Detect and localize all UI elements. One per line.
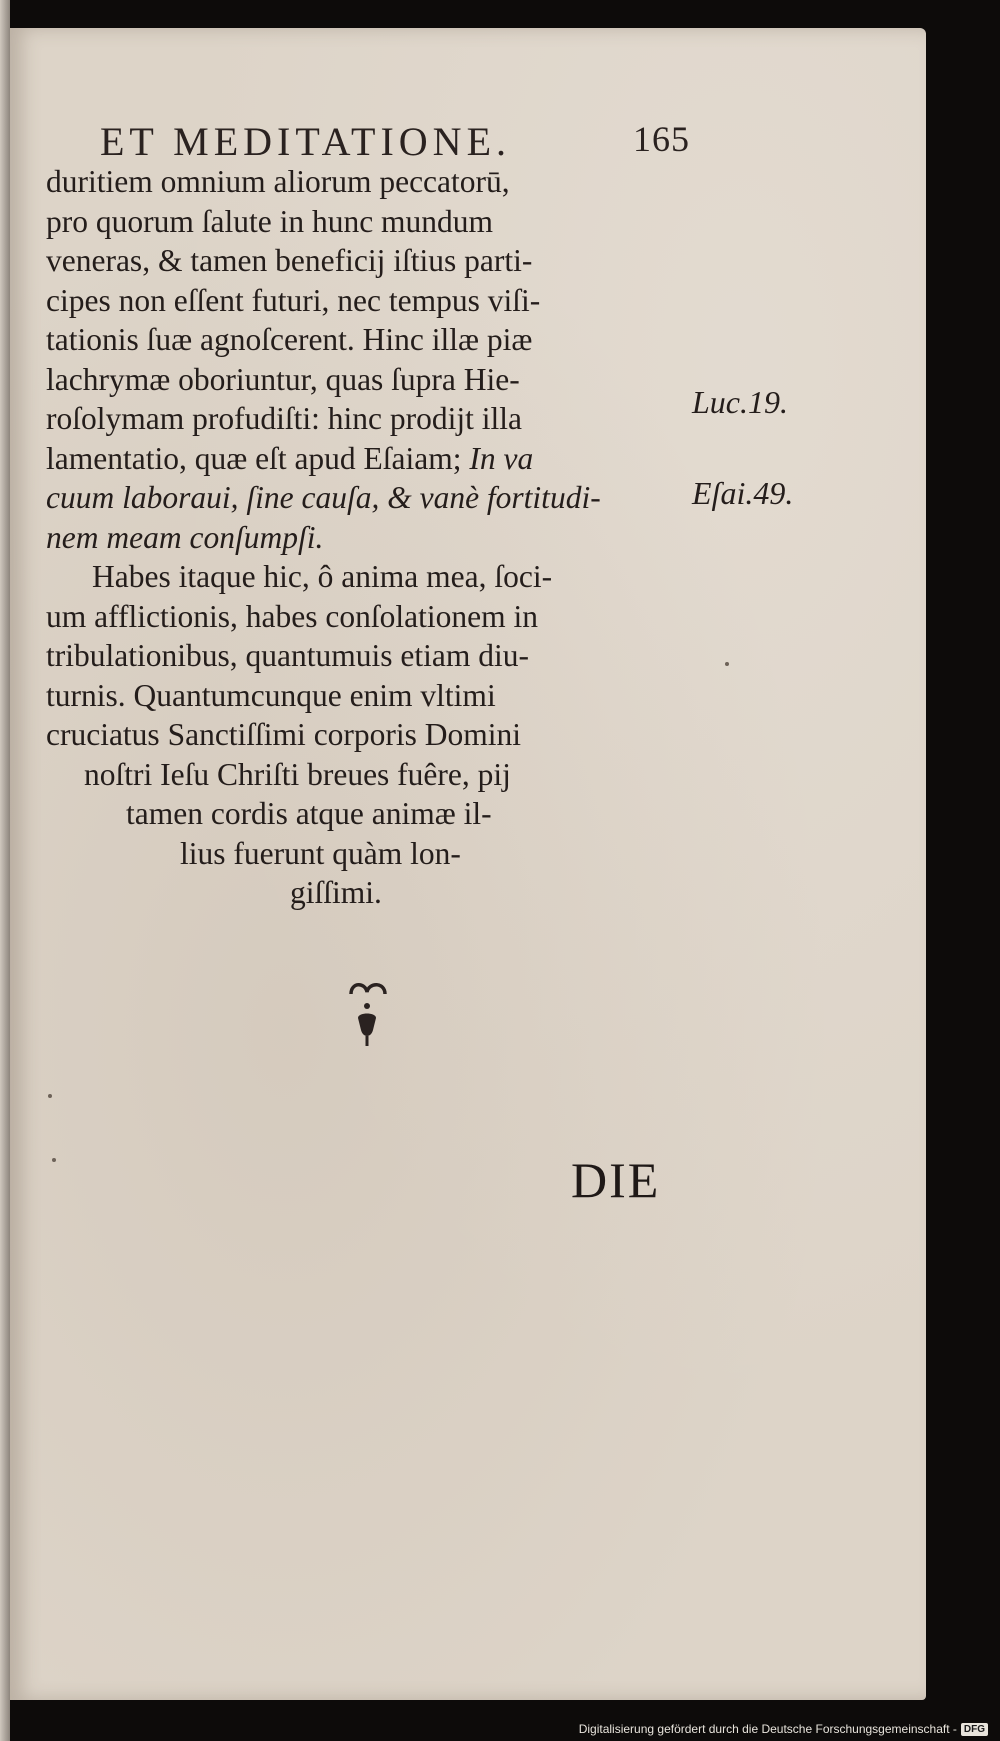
paper-speck (725, 662, 729, 666)
paragraph-start-line: Habes itaque hic, ô anima mea, ſoci- (92, 559, 553, 594)
text-line: um afflictionis, habes conſolationem in (46, 598, 538, 634)
dfg-logo: DFG (961, 1723, 988, 1736)
fleuron-ornament-icon (343, 976, 393, 1056)
paper-speck (48, 1094, 52, 1098)
tapered-line: lius fuerunt quàm lon- (180, 835, 461, 871)
italic-quote-line: cuum laboraui, ſine cauſa, & vanè fortitudi- (46, 480, 601, 515)
digitization-footer (579, 1722, 988, 1736)
text-line: lachrymæ oboriuntur, quas ſupra Hie- (46, 361, 520, 397)
text-line: veneras, & tamen beneficij iſtius parti- (46, 243, 533, 278)
text-line: roſolymam profudiſti: hinc prodijt illa (46, 401, 522, 436)
catchword: DIE (571, 1152, 661, 1208)
text-line: tribulationibus, quantumuis etiam diu- (46, 638, 529, 673)
scan-edge (0, 0, 10, 1741)
tapered-line: tamen cordis atque animæ il- (126, 796, 492, 831)
text-segment: lamentatio, quæ eſt apud Eſaiam; (46, 440, 462, 476)
tapered-line: noſtri Ieſu Chriſti breues fuêre, pij (84, 756, 511, 792)
text-line: cipes non eſſent futuri, nec tempus viſi- (46, 282, 541, 318)
text-line: duritiem omnium aliorum peccatorū, (46, 164, 510, 199)
text-line: cruciatus Sanctiſſimi corporis Domini (46, 717, 522, 752)
margin-note-isaiah: Eſai.49. (692, 475, 794, 511)
margin-note-luke: Luc.19. (692, 384, 788, 420)
italic-quote-line: nem meam conſumpſi. (46, 519, 324, 555)
body-text (46, 162, 678, 913)
tapered-line: giſſimi. (290, 875, 382, 910)
page-number: 165 (633, 119, 690, 159)
text-line: pro quorum ſalute in hunc mundum (46, 203, 494, 239)
paper-speck (52, 1158, 56, 1162)
running-head-title: ET MEDITATIONE. (100, 119, 511, 164)
text-line: turnis. Quantumcunque enim vltimi (46, 677, 496, 713)
italic-quote-start: In va (469, 440, 534, 476)
text-line (46, 439, 678, 479)
footer-text: Digitalisierung gefördert durch die Deutsche Forschungsgemeinschaft - (578, 1722, 957, 1736)
text-line: tationis ſuæ agnoſcerent. Hinc illæ piæ (46, 322, 533, 357)
